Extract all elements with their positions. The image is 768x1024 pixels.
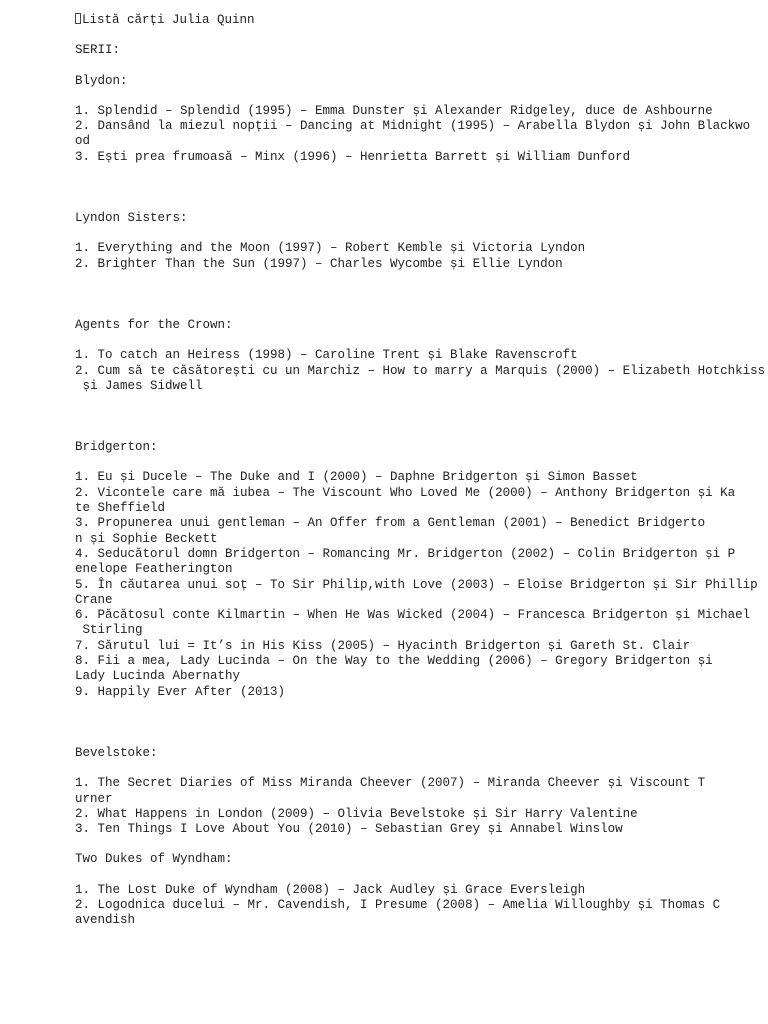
spacer: [75, 394, 765, 440]
book-line: 4. Seducătorul domn Bridgerton – Romancing Mr. Bridgerton (2002) – Colin Bridgerton și P: [75, 546, 736, 561]
book-line: 1. The Lost Duke of Wyndham (2008) – Jack Audley și Grace Eversleigh: [75, 882, 586, 897]
book-line: 1. Everything and the Moon (1997) – Robert Kemble și Victoria Lyndon: [75, 241, 586, 256]
spacer: [75, 272, 765, 318]
book-line: 3. Ești prea frumoasă – Minx (1996) – Henrietta Barrett și William Dunford: [75, 149, 631, 164]
section-heading-bridgerton: Bridgerton:: [75, 440, 158, 455]
book-line: Lady Lucinda Abernathy: [75, 669, 241, 684]
missing-glyph-icon: [75, 13, 81, 24]
book-line: Stirling: [75, 623, 143, 638]
book-line: 2. Logodnica ducelui – Mr. Cavendish, I Presume (2008) – Amelia Willoughby și Thomas C: [75, 897, 721, 912]
book-line: 2. Vicontele care mă iubea – The Viscount Who Loved Me (2000) – Anthony Bridgerton și Ka: [75, 485, 736, 500]
document-title: Listă cărți Julia Quinn: [82, 13, 255, 27]
spacer: [75, 868, 765, 883]
spacer: [75, 455, 765, 470]
book-line: 1. Eu și Ducele – The Duke and I (2000) – Daphne Bridgerton și Simon Basset: [75, 470, 638, 485]
section-heading-agents-for-the-crown: Agents for the Crown:: [75, 317, 233, 332]
book-line: 3. Ten Things I Love About You (2010) – Sebastian Grey și Annabel Winslow: [75, 822, 623, 837]
document-title-row: [75, 13, 765, 28]
book-line: 1. To catch an Heiress (1998) – Caroline Trent și Blake Ravenscroft: [75, 348, 578, 363]
book-line: te Sheffield: [75, 501, 166, 516]
book-line: 8. Fii a mea, Lady Lucinda – On the Way to the Wedding (2006) – Gregory Bridgerton și: [75, 654, 713, 669]
section-heading-lyndon-sisters: Lyndon Sisters:: [75, 211, 188, 226]
spacer: [75, 59, 765, 74]
book-line: avendish: [75, 913, 136, 928]
book-line: od: [75, 134, 91, 149]
section-heading-blydon: Blydon:: [75, 73, 128, 88]
spacer: [75, 165, 765, 211]
spacer: [75, 837, 765, 852]
spacer: [75, 28, 765, 43]
spacer: [75, 333, 765, 348]
book-line: 2. Brighter Than the Sun (1997) – Charles Wycombe și Ellie Lyndon: [75, 256, 563, 271]
spacer: [75, 89, 765, 104]
book-line: 2. Cum să te căsătorești cu un Marchiz – How to marry a Marquis (2000) – Elizabeth Hotchkiss: [75, 363, 766, 378]
spacer: [75, 700, 765, 746]
book-line: n și Sophie Beckett: [75, 531, 218, 546]
book-line: 1. Splendid – Splendid (1995) – Emma Dunster și Alexander Ridgeley, duce de Ashbourne: [75, 103, 713, 118]
spacer: [75, 226, 765, 241]
spacer: [75, 761, 765, 776]
section-heading-bevelstoke: Bevelstoke:: [75, 745, 158, 760]
book-line: 6. Păcătosul conte Kilmartin – When He Was Wicked (2004) – Francesca Bridgerton și Michael: [75, 608, 751, 623]
book-line: 5. În căutarea unui soț – To Sir Philip,with Love (2003) – Eloise Bridgerton și Sir Phillip: [75, 577, 758, 592]
book-line: 2. What Happens in London (2009) – Olivia Bevelstoke și Sir Harry Valentine: [75, 806, 638, 821]
book-line: 1. The Secret Diaries of Miss Miranda Cheever (2007) – Miranda Cheever și Viscount T: [75, 776, 706, 791]
book-line: urner: [75, 791, 113, 806]
book-line: și James Sidwell: [75, 378, 203, 393]
section-heading-two-dukes-of-wyndham: Two Dukes of Wyndham:: [75, 852, 233, 867]
book-line: enelope Featherington: [75, 562, 233, 577]
book-line: 2. Dansând la miezul nopții – Dancing at Midnight (1995) – Arabella Blydon și John Blackwo: [75, 119, 751, 134]
book-line: 9. Happily Ever After (2013): [75, 684, 286, 699]
book-line: 7. Sărutul lui = It’s in His Kiss (2005) – Hyacinth Bridgerton și Gareth St. Clair: [75, 638, 691, 653]
document-body: [75, 13, 765, 929]
book-line: Crane: [75, 592, 113, 607]
book-line: 3. Propunerea unui gentleman – An Offer from a Gentleman (2001) – Benedict Bridgerto: [75, 516, 706, 531]
series-label: SERII:: [75, 43, 121, 58]
